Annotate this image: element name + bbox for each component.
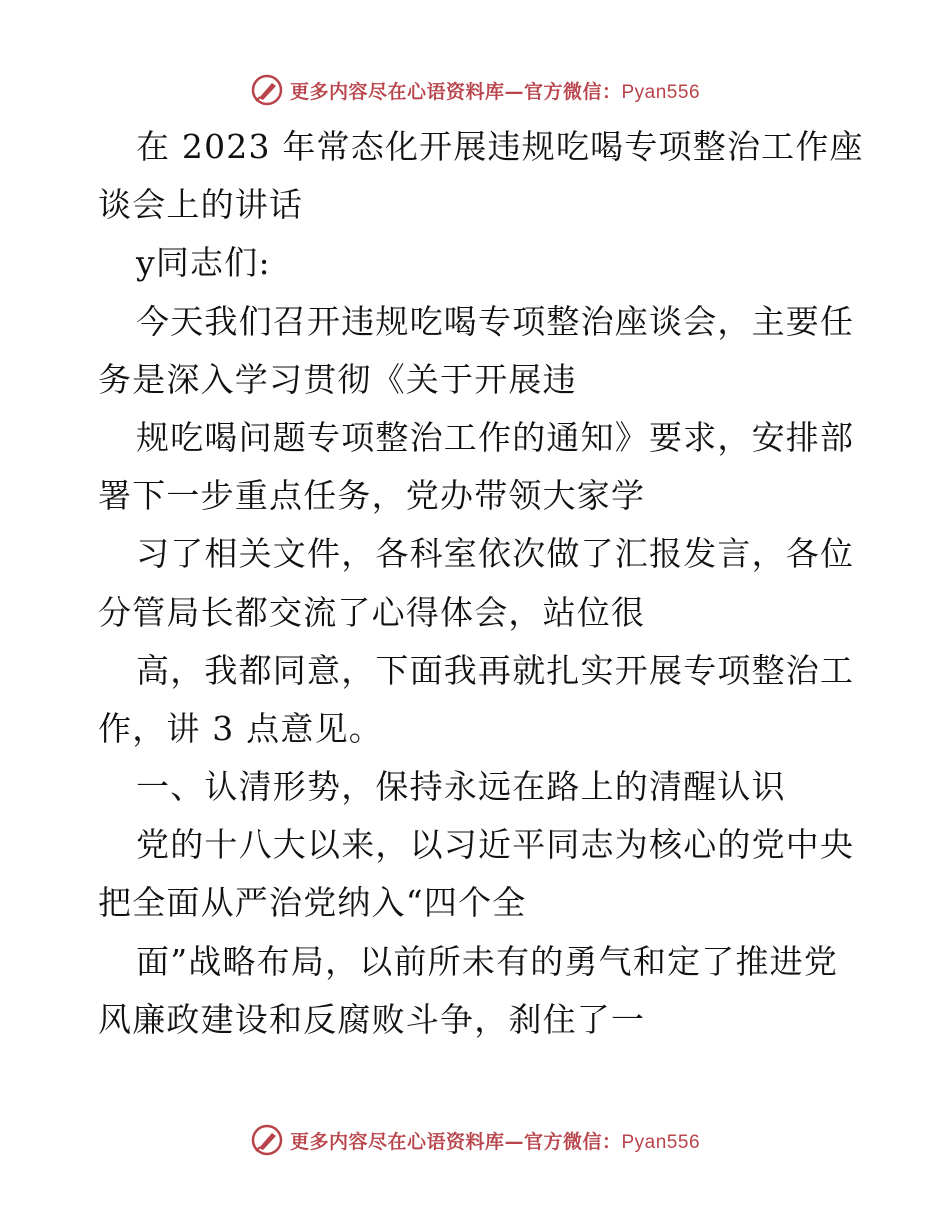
- text-line: 务是深入学习贯彻《关于开展违: [98, 359, 577, 399]
- quill-pen-logo-icon: [250, 1123, 284, 1157]
- footer-watermark-banner: [0, 1120, 950, 1160]
- text-line: 署下一步重点任务，党办带领大家学: [98, 476, 646, 516]
- text-line: 一、认清形势，保持永远在路上的清醒认识: [136, 767, 786, 807]
- banner-text: 更多内容尽在心语资料库—官方微信：Pyan556: [289, 1130, 701, 1153]
- text-line: 风廉政建设和反腐败斗争，刹住了一: [98, 999, 646, 1039]
- text-line: 在 2023 年常态化开展违规吃喝专项整治工作座: [136, 127, 864, 166]
- header-watermark-banner: [0, 70, 950, 110]
- text-line: 把全面从严治党纳入“四个全: [98, 883, 527, 923]
- text-line: 谈会上的讲话: [98, 185, 304, 225]
- text-line: 分管局长都交流了心得体会，站位很: [98, 592, 646, 632]
- banner-wechat-id: Pyan556: [621, 81, 701, 103]
- document-body: [98, 118, 864, 1049]
- text-line: 作，讲 3 点意见。: [98, 708, 383, 748]
- text-line: y同志们:: [136, 243, 271, 283]
- quill-pen-logo-icon: [250, 73, 284, 107]
- banner-wechat-id: Pyan556: [621, 1131, 701, 1153]
- text-line: 习了相关文件，各科室依次做了汇报发言，各位: [136, 534, 855, 574]
- text-line: 党的十八大以来，以习近平同志为核心的党中央: [136, 825, 855, 865]
- text-line: 面”战略布局，以前所未有的勇气和定了推进党: [136, 941, 839, 981]
- text-line: 规吃喝问题专项整治工作的通知》要求，安排部: [136, 417, 855, 457]
- text-line: 今天我们召开违规吃喝专项整治座谈会，主要任: [136, 301, 855, 341]
- banner-text: 更多内容尽在心语资料库—官方微信：Pyan556: [289, 80, 701, 103]
- text-line: 高，我都同意，下面我再就扎实开展专项整治工: [136, 650, 855, 690]
